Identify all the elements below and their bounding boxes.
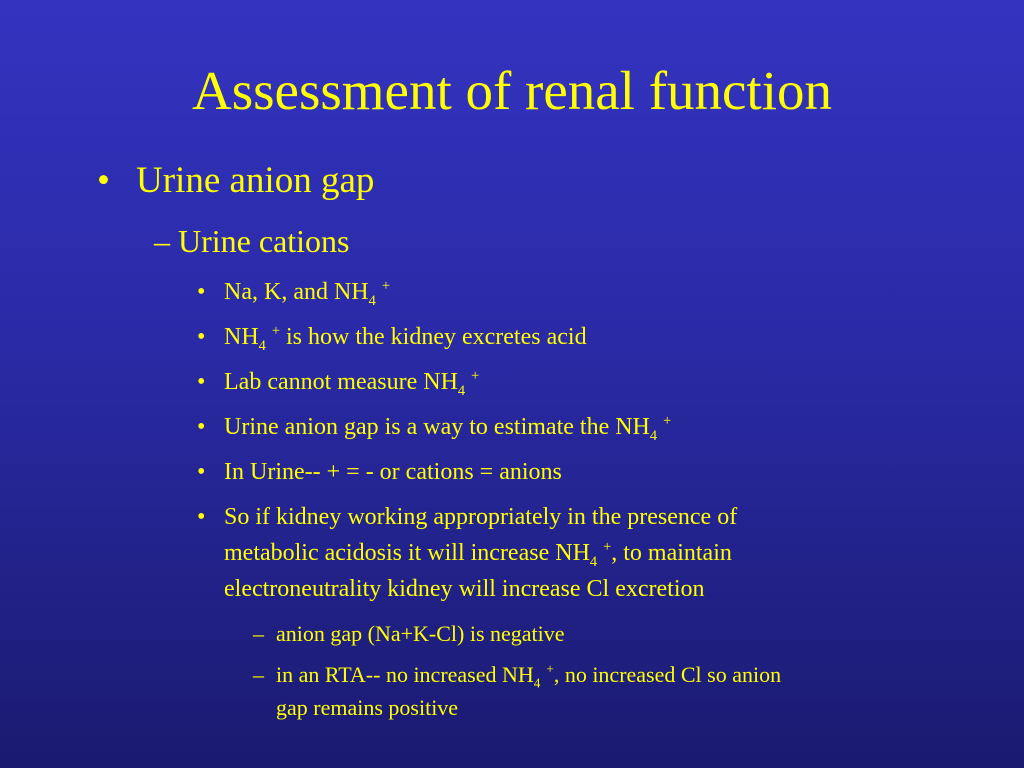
subscript: 4 bbox=[533, 675, 541, 691]
bullet-marker: • bbox=[197, 504, 206, 530]
slide-title: Assessment of renal function bbox=[192, 60, 832, 121]
item-text-post: is how the kidney excretes acid bbox=[280, 324, 587, 350]
item-text-post: , no increased Cl so anion bbox=[553, 662, 782, 687]
superscript: + bbox=[271, 323, 280, 339]
superscript: + bbox=[381, 278, 390, 294]
bullet-text: electroneutrality kidney will increase Cl excretion bbox=[224, 576, 705, 602]
bullet-marker: • bbox=[197, 324, 206, 350]
bullet-text bbox=[224, 409, 671, 445]
dash-marker: – bbox=[154, 223, 170, 259]
bullet-text: gap remains positive bbox=[276, 695, 459, 720]
bullet-text: So if kidney working appropriately in the presence of bbox=[224, 504, 738, 530]
item-text: metabolic acidosis it will increase NH bbox=[224, 540, 590, 566]
superscript: + bbox=[663, 413, 672, 429]
dash-marker: – bbox=[253, 662, 264, 687]
bullet-text: Urine anion gap bbox=[136, 160, 375, 201]
superscript: + bbox=[546, 661, 554, 677]
bullet-text bbox=[224, 364, 479, 400]
subscript: 4 bbox=[368, 292, 376, 309]
bullet-marker: • bbox=[197, 459, 206, 485]
item-text: in an RTA-- no increased NH bbox=[276, 662, 534, 687]
superscript: + bbox=[471, 368, 480, 384]
item-text-post: , to maintain bbox=[611, 540, 732, 566]
subscript: 4 bbox=[457, 382, 466, 399]
bullet-text: Urine cations bbox=[178, 223, 350, 259]
bullet-marker: • bbox=[197, 369, 206, 395]
subscript: 4 bbox=[589, 553, 598, 570]
bullet-marker: • bbox=[97, 160, 110, 201]
bullet-text bbox=[224, 319, 587, 355]
item-text: NH bbox=[224, 324, 259, 350]
subscript: 4 bbox=[649, 427, 658, 444]
superscript: + bbox=[603, 539, 612, 555]
bullet-marker: • bbox=[197, 414, 206, 440]
bullet-text bbox=[224, 274, 390, 310]
item-text: Urine anion gap is a way to estimate the NH bbox=[224, 414, 650, 440]
subscript: 4 bbox=[258, 337, 266, 354]
bullet-text: In Urine-- + = - or cations = anions bbox=[224, 459, 562, 485]
item-text: Lab cannot measure NH bbox=[224, 369, 458, 395]
bullet-marker: • bbox=[197, 279, 206, 305]
item-text: Na, K, and NH bbox=[224, 279, 369, 305]
bullet-text bbox=[276, 658, 781, 691]
dash-marker: – bbox=[253, 621, 264, 646]
bullet-text bbox=[224, 535, 732, 571]
bullet-text: anion gap (Na+K-Cl) is negative bbox=[276, 621, 565, 646]
